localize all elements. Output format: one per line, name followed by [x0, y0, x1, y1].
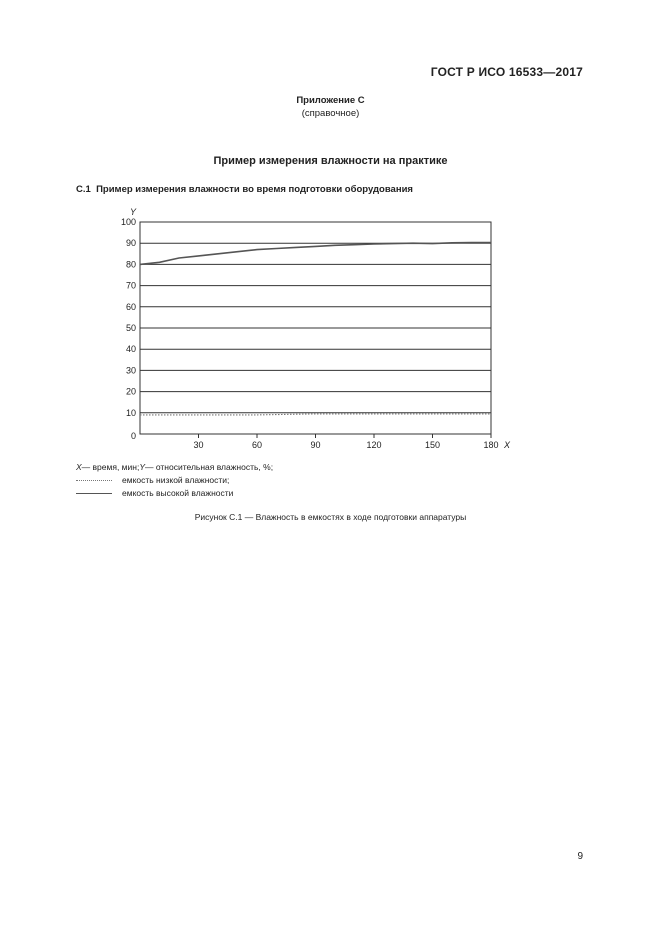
- legend: [76, 461, 273, 500]
- subsection-heading: [76, 184, 413, 195]
- y-tick-label: 30: [125, 365, 136, 376]
- y-tick-label: 60: [125, 301, 136, 312]
- y-tick-label: 80: [125, 259, 136, 270]
- x-tick-label: 30: [193, 440, 204, 450]
- axis-y-letter: Y: [139, 462, 145, 472]
- origin-label: 0: [130, 431, 136, 441]
- y-tick-label: 90: [125, 238, 136, 249]
- axis-x-description: — время, мин;: [81, 462, 140, 472]
- y-tick-label: 70: [125, 280, 136, 291]
- x-tick-label: 90: [310, 440, 321, 450]
- axis-x-letter: X: [76, 462, 82, 472]
- dotted-line-swatch: [76, 480, 112, 481]
- legend-item-high: [76, 487, 273, 500]
- series-line-high-humidity: [140, 243, 491, 265]
- x-tick-label: 180: [483, 440, 499, 450]
- annex-subtitle: (справочное): [301, 108, 360, 119]
- series-line-low-humidity: [140, 414, 491, 415]
- x-axis-label: X: [504, 440, 511, 450]
- solid-line-swatch: [76, 493, 112, 494]
- axis-y-description: — относительная влажность, %;: [145, 462, 274, 472]
- legend-high-label: емкость высокой влажности: [122, 488, 234, 498]
- annex-title: Приложение С: [296, 95, 365, 106]
- x-tick-label: 60: [251, 440, 263, 450]
- page-number: 9: [577, 851, 583, 862]
- subsection-number: С.1: [76, 184, 91, 195]
- axis-description: [76, 461, 273, 474]
- legend-low-label: емкость низкой влажности;: [122, 475, 230, 485]
- humidity-chart: [0, 200, 661, 455]
- x-tick-label: 120: [366, 440, 382, 450]
- y-tick-label: 10: [125, 407, 136, 418]
- y-tick-label: 40: [125, 344, 136, 355]
- section-title: Пример измерения влажности на практике: [213, 155, 448, 167]
- document-code: ГОСТ Р ИСО 16533—2017: [430, 65, 583, 79]
- y-tick-label: 50: [125, 323, 136, 333]
- subsection-title: Пример измерения влажности во время подготовки оборудования: [96, 184, 413, 195]
- figure-caption: Рисунок С.1 — Влажность в емкостях в ходе подготовки аппаратуры: [194, 512, 467, 522]
- y-tick-label: 100: [120, 217, 136, 227]
- legend-item-low: [76, 474, 273, 487]
- x-tick-label: 150: [424, 440, 441, 450]
- y-axis-label: Y: [130, 207, 137, 217]
- y-tick-label: 20: [125, 386, 136, 397]
